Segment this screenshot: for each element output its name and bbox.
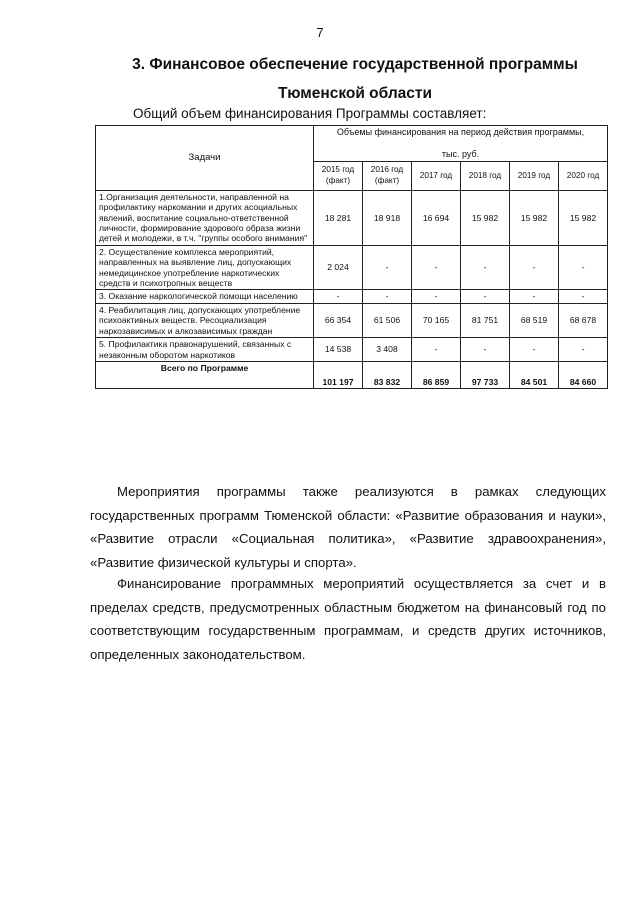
section-heading-line-1: 3. Финансовое обеспечение государственной программы — [132, 56, 578, 73]
funding-unit: тыс. руб. — [441, 149, 480, 160]
total-value: 84 501 — [510, 361, 559, 388]
task-cell: 1.Организация деятельности, направленной на профилактику наркомании и других асоциальных явлений, воспитание социально-ответственной личности, формирование здорового образа жизни детей и молодежи, в т.ч. "группы особого внимания" — [96, 190, 314, 245]
value-cell: - — [510, 245, 559, 290]
value-cell: 68 678 — [559, 303, 608, 337]
value-cell: - — [363, 290, 412, 303]
value-cell: 81 751 — [461, 303, 510, 337]
funding-table — [95, 125, 608, 389]
value-cell: 14 538 — [314, 338, 363, 362]
value-cell: - — [510, 338, 559, 362]
total-value: 83 832 — [363, 361, 412, 388]
section-heading — [60, 50, 640, 108]
value-cell: - — [461, 245, 510, 290]
total-value: 86 859 — [412, 361, 461, 388]
total-value: 97 733 — [461, 361, 510, 388]
value-cell: 3 408 — [363, 338, 412, 362]
value-cell: 16 694 — [412, 190, 461, 245]
value-cell: 15 982 — [559, 190, 608, 245]
year-header: 2017 год — [412, 161, 461, 190]
paragraph-financing-sources: Финансирование программных мероприятий осуществляется за счет и в пределах средств, предусмотренных областным бюджетом на финансовый год по соответствующим государственным программам, и средств других источников, определенных законодательством. — [90, 576, 606, 663]
task-cell: 5. Профилактика правонарушений, связанных с незаконным оборотом наркотиков — [96, 338, 314, 362]
value-cell: 18 918 — [363, 190, 412, 245]
task-cell: 4. Реабилитация лиц, допускающих употребление психоактивных веществ. Ресоциализация наркозависимых и алкозависимых граждан — [96, 303, 314, 337]
value-cell: 15 982 — [510, 190, 559, 245]
value-cell: 18 281 — [314, 190, 363, 245]
section-heading-line-2: Тюменской области — [277, 85, 433, 102]
task-cell: 3. Оказание наркологической помощи населению — [96, 290, 314, 303]
value-cell: - — [510, 290, 559, 303]
value-cell: - — [559, 290, 608, 303]
table-row — [96, 338, 608, 362]
value-cell: 68 519 — [510, 303, 559, 337]
value-cell: - — [412, 245, 461, 290]
task-cell: 2. Осуществление комплекса мероприятий, направленных на выявление лиц, допускающих немедицинское употребление наркотических средств и психотропных веществ — [96, 245, 314, 290]
paragraph-related-programs: Мероприятия программы также реализуются в рамках следующих государственных программ Тюменской области: «Развитие образования и науки», «Развитие отрасли «Социальная политика», «Развитие здравоохранения», «Развитие физической культуры и спорта». — [90, 484, 606, 571]
total-row — [96, 361, 608, 388]
value-cell: - — [363, 245, 412, 290]
table-row — [96, 245, 608, 290]
page-number: 7 — [316, 25, 324, 40]
value-cell: - — [412, 338, 461, 362]
value-cell: 70 165 — [412, 303, 461, 337]
column-header-tasks: Задачи — [96, 126, 314, 191]
total-label: Всего по Программе — [96, 361, 314, 388]
intro-text: Общий объем финансирования Программы составляет: — [133, 106, 487, 121]
year-header: 2018 год — [461, 161, 510, 190]
value-cell: 15 982 — [461, 190, 510, 245]
value-cell: - — [412, 290, 461, 303]
table-row — [96, 290, 608, 303]
year-header: 2019 год — [510, 161, 559, 190]
value-cell: - — [314, 290, 363, 303]
value-cell: - — [559, 338, 608, 362]
table-row — [96, 303, 608, 337]
value-cell: - — [461, 290, 510, 303]
table-row — [96, 190, 608, 245]
table-header-row — [96, 126, 608, 162]
value-cell: 61 506 — [363, 303, 412, 337]
funding-header-text: Объемы финансирования на период действия программы, — [336, 127, 585, 137]
total-value: 84 660 — [559, 361, 608, 388]
column-header-funding — [314, 126, 608, 162]
value-cell: - — [559, 245, 608, 290]
value-cell: 2 024 — [314, 245, 363, 290]
total-value: 101 197 — [314, 361, 363, 388]
value-cell: - — [461, 338, 510, 362]
year-header: 2015 год (факт) — [314, 161, 363, 190]
year-header: 2016 год (факт) — [363, 161, 412, 190]
year-header: 2020 год — [559, 161, 608, 190]
value-cell: 66 354 — [314, 303, 363, 337]
